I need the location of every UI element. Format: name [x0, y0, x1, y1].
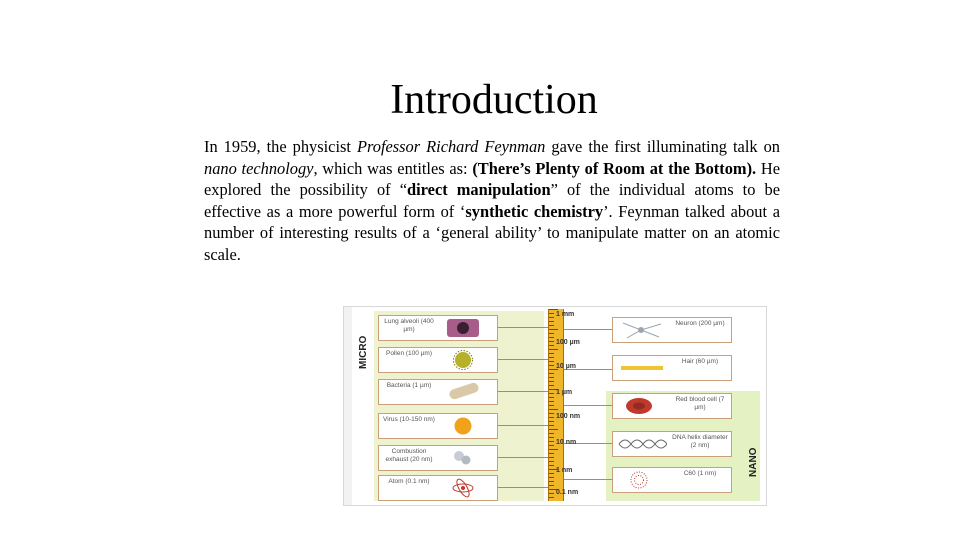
scale-figure	[343, 306, 767, 506]
text-run: ” of the individual atoms to be effective as a more powerful form of ‘	[204, 180, 781, 221]
ruler-tick	[549, 321, 554, 322]
item-lung-alveoli	[378, 315, 498, 341]
ruler-tick	[549, 385, 554, 386]
ruler-tick	[549, 349, 558, 350]
text-run-italic: Professor Richard Feynman	[356, 137, 546, 156]
ruler-tick	[549, 365, 554, 366]
ruler-tick	[549, 417, 554, 418]
lung-alveoli-image	[445, 318, 493, 338]
scale-label: 100 nm	[556, 413, 581, 420]
text-run-bold: (There’s Plenty of Room at the Bottom).	[472, 158, 757, 178]
item-label: Red blood cell (7 µm)	[675, 396, 725, 411]
connector-line	[496, 457, 548, 458]
ruler-tick	[549, 345, 554, 346]
item-label: Bacteria (1 µm)	[386, 382, 432, 389]
ruler-tick	[549, 477, 554, 478]
scale-label: 100 µm	[556, 339, 580, 346]
c60-image	[617, 470, 667, 490]
item-label: Atom (0.1 nm)	[388, 478, 430, 485]
ruler-tick	[549, 445, 554, 446]
item-pollen	[378, 347, 498, 373]
virus-image	[445, 416, 493, 436]
ruler-tick	[549, 353, 554, 354]
ruler-tick	[549, 397, 554, 398]
ruler-tick	[549, 497, 554, 498]
ruler-tick	[549, 493, 554, 494]
neuron-image	[617, 320, 667, 340]
item-neuron	[612, 317, 732, 343]
item-label: Virus (10-150 nm)	[383, 416, 435, 423]
text-run: In 1959, the physicist	[204, 137, 357, 156]
slide-title: Introduction	[390, 77, 598, 123]
hair-image	[617, 358, 667, 378]
ruler-tick	[549, 481, 554, 482]
ruler-tick	[549, 401, 554, 402]
text-run-bold: direct manipulation	[407, 180, 551, 200]
body-paragraph	[204, 136, 780, 266]
ruler-tick	[549, 465, 554, 466]
scale-label: 10 nm	[556, 439, 577, 446]
ruler-tick	[549, 429, 558, 430]
item-label: Hair (60 µm)	[681, 358, 719, 365]
item-red-blood-cell	[612, 393, 732, 419]
text-run: , which was entitles as:	[313, 158, 473, 178]
ruler-tick	[549, 361, 554, 362]
ruler-tick	[549, 461, 554, 462]
ruler-tick	[549, 421, 554, 422]
ruler-tick	[549, 485, 554, 486]
red-blood-cell-image	[617, 396, 667, 416]
item-dna-helix	[612, 431, 732, 457]
ruler-tick	[549, 309, 558, 310]
scale-label: 10 µm	[556, 363, 576, 370]
connector-line	[496, 359, 548, 360]
ruler-tick	[549, 441, 554, 442]
ruler-tick	[549, 437, 554, 438]
connector-line	[496, 487, 548, 488]
connector-line	[496, 391, 548, 392]
connector-line	[496, 425, 548, 426]
ruler-tick	[549, 433, 554, 434]
ruler-tick	[549, 377, 554, 378]
ruler-tick	[549, 317, 554, 318]
text-run: ’. Feynman talked about a number of interesting results of a ‘general ability’ to manipulate matter on an atomic scale.	[204, 201, 780, 264]
exhaust-image	[445, 448, 493, 468]
ruler-tick	[549, 449, 558, 450]
pollen-image	[445, 350, 493, 370]
ruler-tick	[549, 341, 554, 342]
connector-line	[562, 329, 612, 330]
text-run-bold: synthetic chemistry	[465, 201, 604, 221]
item-combustion-exhaust	[378, 445, 498, 471]
ruler-tick	[549, 457, 554, 458]
item-label: Combustion exhaust (20 nm)	[385, 448, 433, 463]
ruler-tick	[549, 357, 554, 358]
ruler-tick	[549, 333, 554, 334]
ruler-tick	[549, 325, 554, 326]
micro-band	[344, 307, 352, 505]
text-run: He explored the possibility of “	[204, 158, 780, 200]
dna-helix-image	[617, 434, 667, 454]
item-label: C60 (1 nm)	[683, 470, 717, 477]
micro-axis-label: MICRO	[358, 335, 369, 369]
bacteria-image	[445, 382, 493, 402]
ruler-tick	[549, 329, 558, 330]
text-run-italic: nano technology	[204, 158, 314, 178]
item-bacteria	[378, 379, 498, 405]
ruler-tick	[549, 393, 554, 394]
item-c60	[612, 467, 732, 493]
nano-axis-label: NANO	[748, 447, 759, 477]
ruler-tick	[549, 473, 554, 474]
item-label: DNA helix diameter (2 nm)	[672, 434, 728, 449]
ruler-tick	[549, 453, 554, 454]
scale-label: 1 mm	[556, 311, 575, 318]
atom-image	[445, 478, 493, 498]
ruler-tick	[549, 337, 554, 338]
scale-label: 1 µm	[556, 389, 573, 396]
ruler-tick	[549, 373, 554, 374]
ruler-tick	[549, 313, 554, 314]
scale-label: 0.1 nm	[556, 489, 579, 496]
scale-label: 1 nm	[556, 467, 573, 474]
connector-line	[562, 405, 612, 406]
item-label: Neuron (200 µm)	[675, 320, 725, 327]
text-run: gave the first illuminating talk on	[545, 137, 781, 156]
item-hair	[612, 355, 732, 381]
ruler-tick	[549, 405, 554, 406]
item-label: Pollen (100 µm)	[385, 350, 432, 357]
ruler-tick	[549, 409, 558, 410]
connector-line	[496, 327, 548, 328]
item-atom	[378, 475, 498, 501]
item-virus	[378, 413, 498, 439]
ruler-tick	[549, 413, 554, 414]
connector-line	[562, 479, 612, 480]
ruler-tick	[549, 425, 554, 426]
ruler-tick	[549, 381, 554, 382]
item-label: Lung alveoli (400 µm)	[384, 318, 434, 333]
